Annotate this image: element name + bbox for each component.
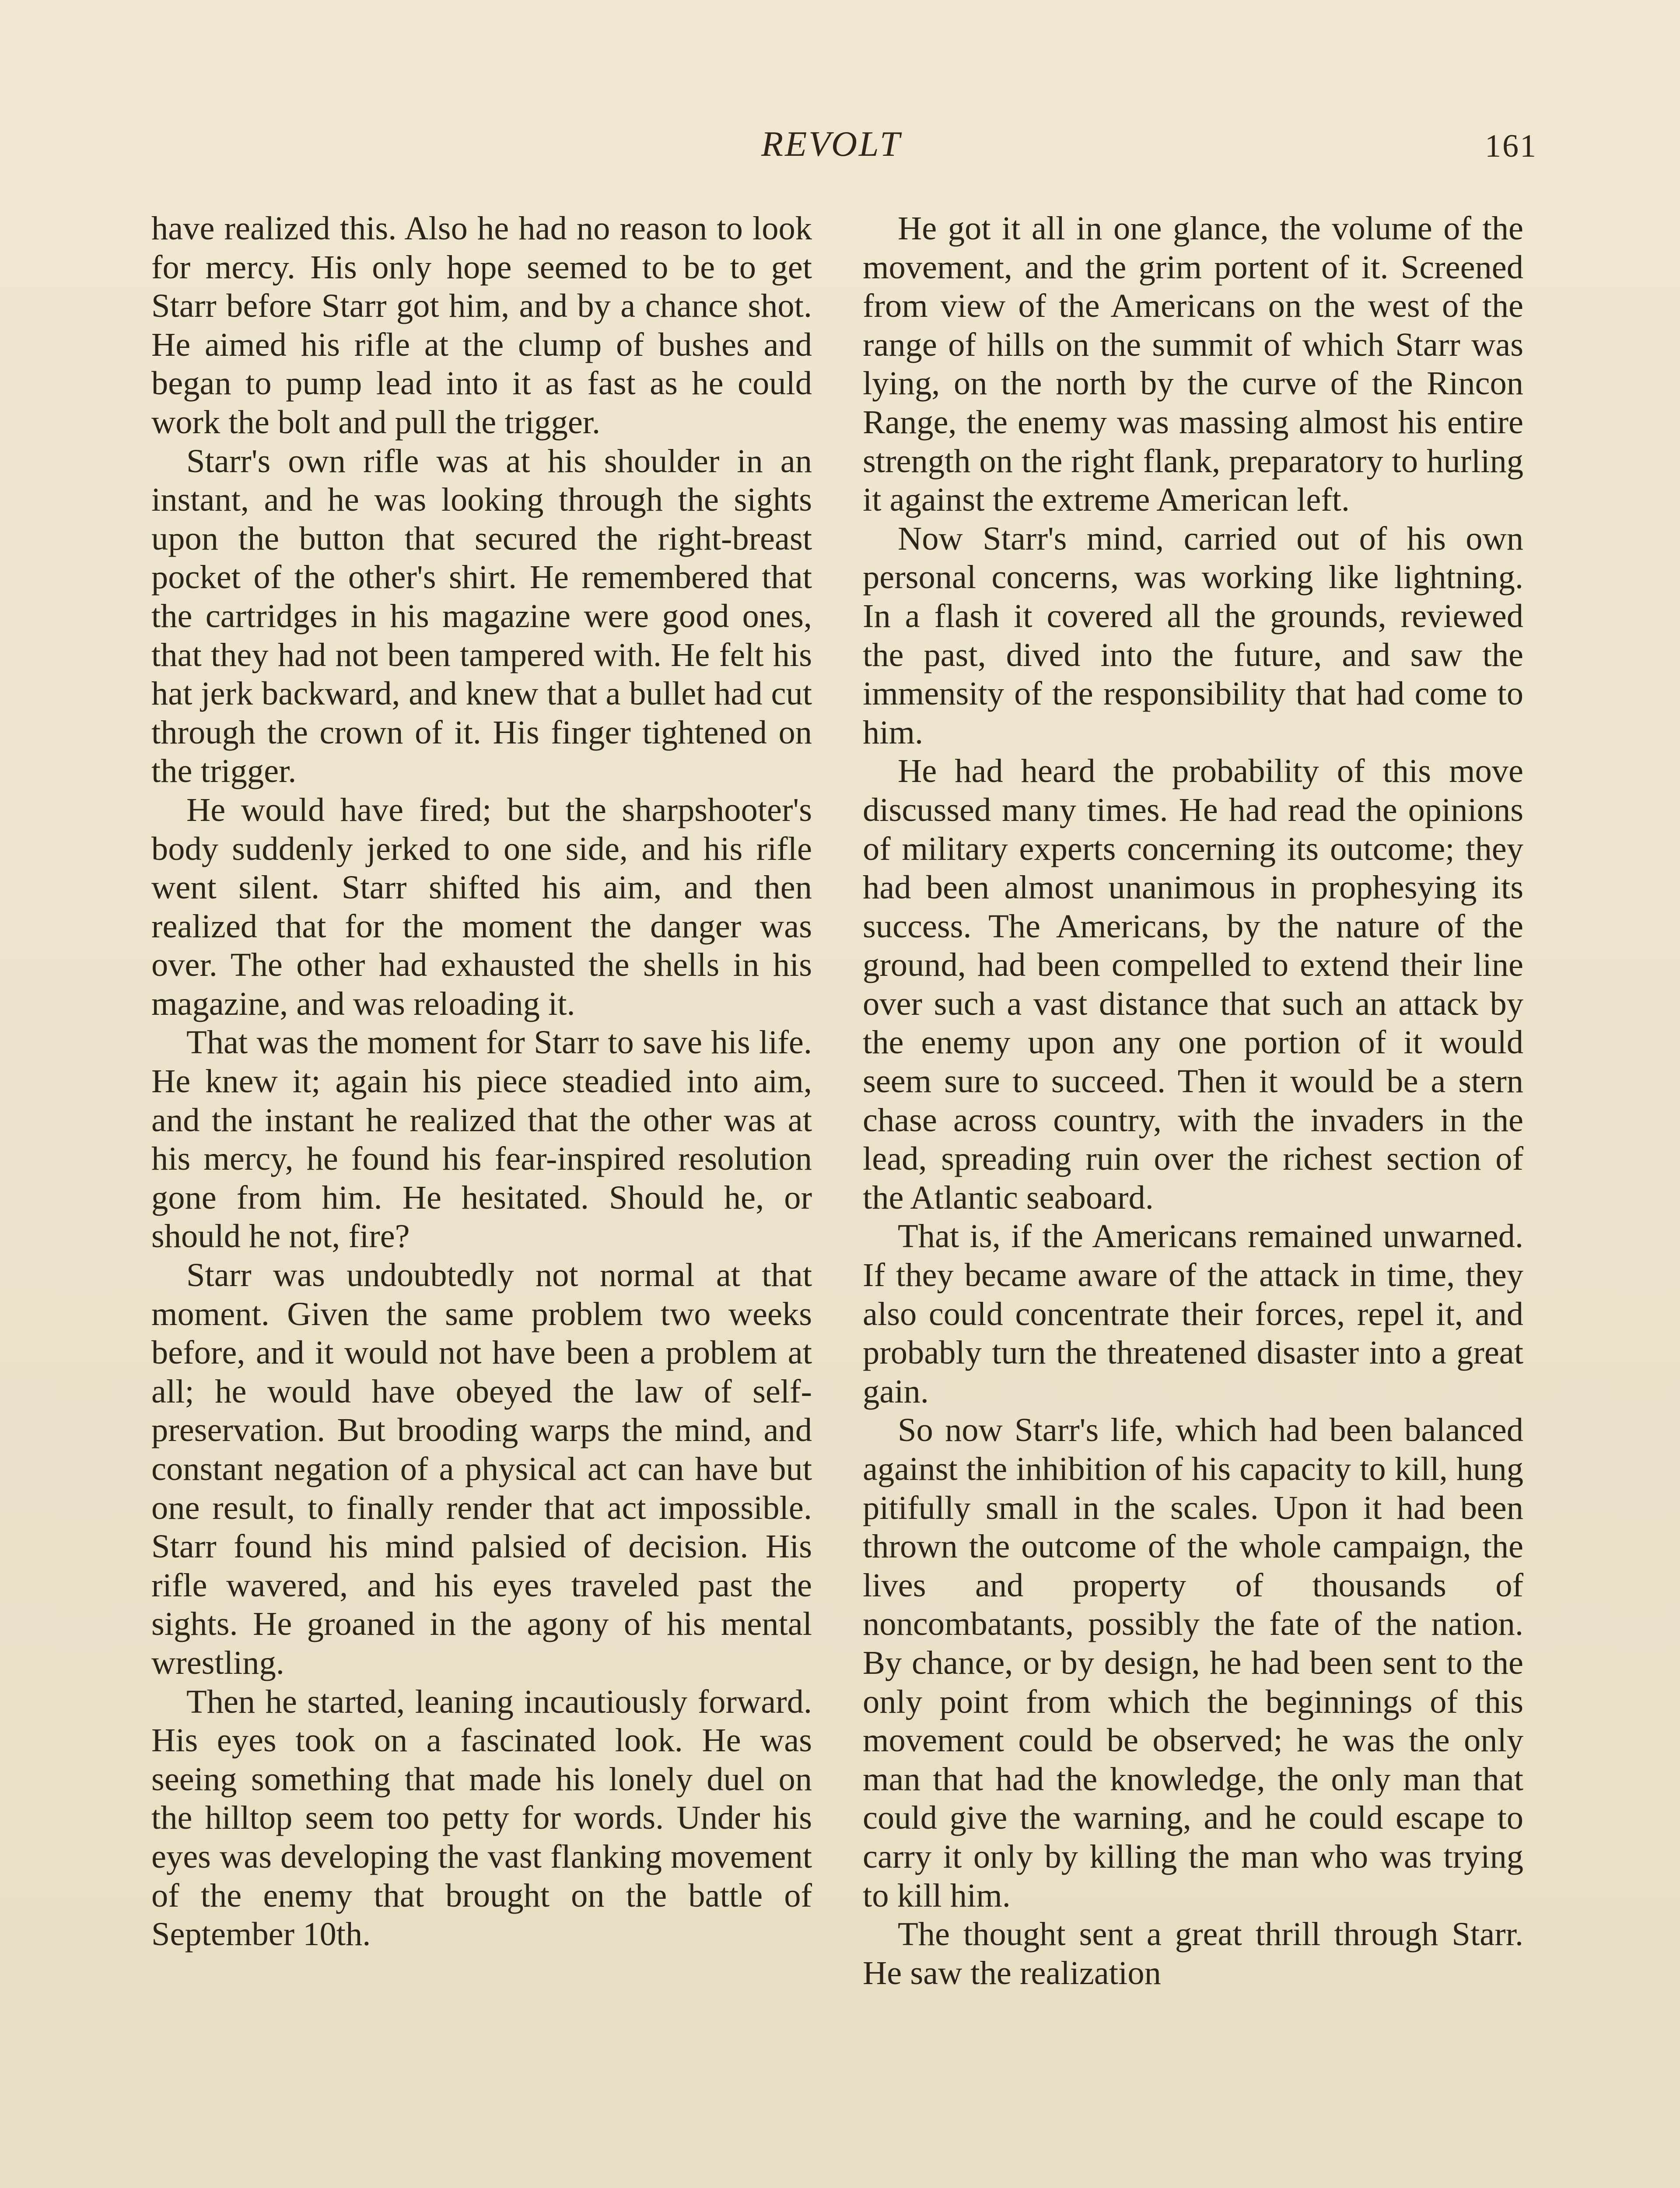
paragraph: That was the moment for Starr to save his life. He knew it; again his piece steadied into aim, and the instant he realized that the other was at his mercy, he found his fear-inspired resolution gone from him. He hesitated. Should he, or should he not, fire? [151, 1024, 812, 1255]
paragraph: He got it all in one glance, the volume of the movement, and the grim portent of it. Screened from view of the Americans on the west of the range of hills on the summit of which Starr was lying, on the north by the curve of the Rincon Range, the enemy was massing almost his entire strength on the right flank, preparatory to hurling it against the extreme American left. [863, 210, 1523, 519]
paragraph: Now Starr's mind, carried out of his own personal concerns, was working like lightning. In a flash it covered all the grounds, reviewed the past, dived into the future, and saw the immensity of the responsibility that had come to him. [863, 519, 1523, 751]
paragraph: He would have fired; but the sharpshooter's body suddenly jerked to one side, and his rifle went silent. Starr shifted his aim, and then realized that for the moment the danger was over. The other had exhausted the shells in his magazine, and was reloading it. [151, 791, 812, 1022]
paragraph: That is, if the Americans remained unwarned. If they became aware of the attack in time, they also could concentrate their forces, repel it, and probably turn the threatened disaster into a great gain. [863, 1217, 1523, 1410]
page-number: 161 [1485, 128, 1537, 164]
paragraph: He had heard the probability of this move discussed many times. He had read the opinions of military experts concerning its outcome; they had been almost unanimous in prophesying its success. The Americans, by the nature of the ground, had been compelled to extend their line over such a vast distance that such an attack by the enemy upon any one portion of it would seem sure to succeed. Then it would be a stern chase across country, with the invaders in the lead, spreading ruin over the richest section of the Atlantic seaboard. [863, 752, 1523, 1216]
paragraph: Starr's own rifle was at his shoulder in an instant, and he was looking through the sights upon the button that secured the right-breast pocket of the other's shirt. He remembered that the cartridges in his magazine were good ones, that they had not been tampered with. He felt his hat jerk backward, and knew that a bullet had cut through the crown of it. His finger tightened on the trigger. [151, 442, 812, 790]
paragraph: The thought sent a great thrill through Starr. He saw the realization [863, 1915, 1523, 1992]
right-text-column [863, 209, 1523, 1992]
paragraph: Starr was undoubtedly not normal at that moment. Given the same problem two weeks before, and it would not have been a problem at all; he would have obeyed the law of self-preservation. But brooding warps the mind, and constant negation of a physical act can have but one result, to finally render that act impossible. Starr found his mind palsied of decision. His rifle wavered, and his eyes traveled past the sights. He groaned in the agony of his mental wrestling. [151, 1256, 812, 1681]
paragraph: Then he started, leaning incautiously forward. His eyes took on a fascinated look. He was seeing something that made his lonely duel on the hilltop seem too petty for words. Under his eyes was developing the vast flanking movement of the enemy that brought on the battle of September 10th. [151, 1683, 812, 1953]
running-head: REVOLT [761, 124, 902, 164]
paragraph: have realized this. Also he had no reason to look for mercy. His only hope seemed to be to get Starr before Starr got him, and by a chance shot. He aimed his rifle at the clump of bushes and began to pump lead into it as fast as he could work the bolt and pull the trigger. [151, 210, 812, 441]
paragraph: So now Starr's life, which had been balanced against the inhibition of his capacity to kill, hung pitifully small in the scales. Upon it had been thrown the outcome of the whole campaign, the lives and property of thousands of noncombatants, possibly the fate of the nation. By chance, or by design, he had been sent to the only point from which the beginnings of this movement could be observed; he was the only man that had the knowledge, the only man that could give the warning, and he could escape to carry it only by killing the man who was trying to kill him. [863, 1411, 1523, 1914]
left-text-column [151, 209, 812, 1954]
